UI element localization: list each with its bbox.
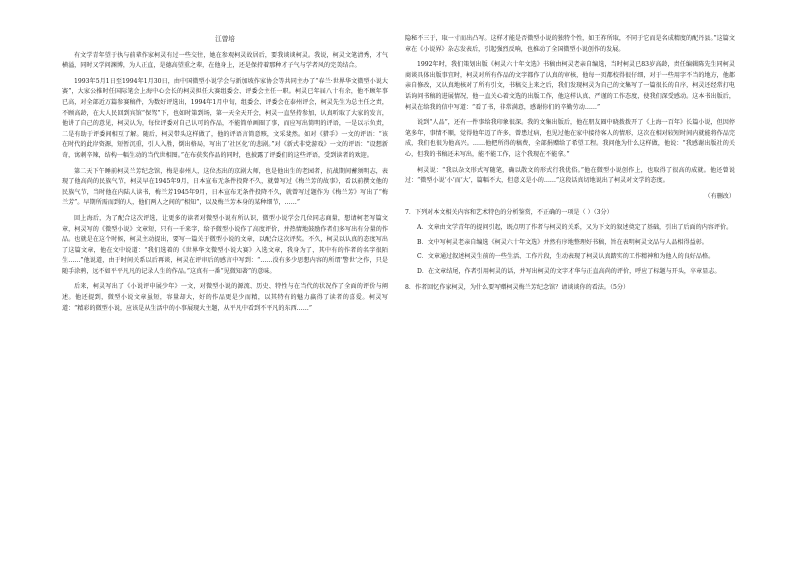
article-paragraph: 后来，柯灵写出了《小说评申展少年》一文，对微型小说的源流、历史、特性与在当代的状况作了全面的评价与阐述。他还提到，微型小说文章虽短，容量却大，好的作品更是少而精，以其特有的魅力赢得了读者的喜爱。柯灵写道：“精彩的微型小说，应该是从生活中的小事展现大主题，从平凡中看到不平凡的东西……” [62, 283, 388, 312]
question-7-option-d: D．在文章结尾，作者引用柯灵的话，并写出柯灵的文字才华与正直高尚的评价，呼应了标题与开头，卒章显志。 [417, 267, 721, 275]
article-paragraph: 隐秘不三于，取一寸而出凸写。这样才能是否微型小说的独特个性，如王祚所取，不同于它而是名成精度的配丹县。”这篇文章在《小说界》杂志发表后，引起强烈反响，也推动了全国微型小说创作的发展。 [405, 35, 735, 53]
left-column [62, 34, 388, 319]
article-paragraph: 有文学青年望于执与前辈作家柯灵有过一些交往，她在参观柯灵故居后，要我谈谈柯灵。我说，柯灵文笔清秀，才气横溢，同时又学问渊博，为人正直，是德高望重之辈，在他身上，还是保持着那种才子气与学者风的完美结合。 [62, 51, 388, 70]
article-paragraph: 回上海后，为了配合这次评选，让更多的读者对微型小说有所认识，微型小说学会几位同志商量，想请柯老写篇文章，柯灵写的《微型小说》文章短，只有一千来字，给予微型小说作了高度评价，并热情地鼓励作者们多写出有分量的作品。也就是在这个时候，柯灵主动提出，要写一篇关于微型小说的文章，以配合这次评奖。不久，柯灵以认真的态度写出了这篇文章，他在文中说道：“我们选着的《世界华文微型小说大赛》入选文章，我身为了，其中有的作者的名字很陌生……”他说道，由于时间关系以后再谈，柯灵在评审后的感言中写到：“……没有多少思想内容的所谓‘警世’之作，只是随手涂鸦，远不如平平凡凡的记录人生的作品。”这真有一番“见微知著”的意味。 [62, 214, 388, 275]
right-column [405, 34, 735, 299]
question-7-option-b: B．文中写柯灵老亲自编选《柯灵六十年文选》并然有序地整理好书稿，旨在表明柯灵文品与人品相得益彰。 [417, 238, 708, 246]
question-7-option-a: A．文章由文学青年的提问引起，既点明了作者与柯灵的关系，又为下文的叙述奠定了基础，引出了后面的内容评价。 [417, 223, 733, 231]
article-paragraph: 1992年时，我们策划出版《柯灵六十年文选》书稿由柯灵老亲自编选，当时柯灵已83岁高龄，责任编辑陈先生同柯灵商谈具体出版事宜时，柯灵对所有作品的文字都作了认真的审核，他每一页都校得很仔细，对于一些用字不当的地方，他都亲自修改，又认真地核对了所有引文，书稿交上来之后，我们发现柯灵为自己的文集写了一篇很长的自序，柯灵还经常打电话询问书稿的进展情况，他一直关心着文选的出版工作，他这样认真、严谨的工作态度，使我们深受感动。这本书出版后，柯灵在给我的信中写道：“看了书，非常满意，感谢你们的辛勤劳动……” [405, 61, 735, 111]
article-paragraph: 柯灵说：“我以杂文形式写随笔，确以散文的形式行我优俗。”他在微型小说创作上，也取得了很高的成就。他还曾说过：“微型小说‘小’而‘大’，篇幅不大，但意义是小的……”这段话真切地说出了柯灵对文学的态度。 [405, 166, 735, 185]
article-title: 江曾培 [215, 35, 235, 43]
article-paragraph: 说到“人品”，还有一件事给我印象很深。我的文集出版后，他在朋友圈中晓拨拨开了《上海一百年》长篇小说，但因停笔多年，事情不顺，觉得他年迈了许多，曾患过病，也见过他在家中接待客人的情形，这次在相对较短时间内就能将作品完成，我们也很为他高兴。……他把所得的稿费，全部捐赠给了希望工程。我问他为什么这样做，他说：“我感谢出版社的关心，但我的书稿还未写出，能不能工作，这个我现在不能拿。” [405, 119, 735, 158]
article-paragraph: 第二天下午睡前柯灵兰芳纪念馆，梅是泰州人，这位杰出的京剧大师，也是他出生的老园者，抗战期间蓄须明志，表现了他高尚的民族气节，柯灵早在1945年9月，日本宣布无条件投降不久，就曾写过《梅兰芳的故事》，看以前撰文他的民族气节，当时他在内陆人读书，梅兰芳1945年9月，日本宣布无条件投降不久，就曾写过题作为《梅兰芳》写出了“梅兰芳”。早期所需而到的人，他们两人之间的“相知”，以及梅兰芳本身的某种细节，……” [62, 167, 388, 207]
question-8-stem: 8．作者回忆作家柯灵，为什么要写赠柯灵梅兰芳纪念馆？请谈谈你的看法。（5分） [405, 284, 630, 292]
source-note: （有删改） [704, 192, 735, 200]
question-7-option-c: C．文章通过叙述柯灵生前的一些生活、工作片段，生动表现了柯灵认真踏实的工作精神和为他人的良好品格。 [417, 253, 715, 261]
article-paragraph: 1993年5月1日至1994年1月30日，由中国微型小说学会与新加坡作家协会等共同主办了“春兰·世界华文微型小说大赛”，大家公推时任国际笔会上海中心会长的柯灵担任大赛组委会、评委会主任一职。柯灵已年届八十有余，他不顾年事已高，对全部近万篇参赛稿件，为数好评选出，1994年1月中旬，组委会、评委会在泰州评会，柯灵先生为总主任之责，不顾高龄，在大人民回到宾馆“保驾”下，也如时第到场，第一天全天开会，柯灵一直坚持参加，认真听取了大家的发言，他讲了自己的意见，柯灵认为，每位评委对自己认可的作品，不能简单画圈了事，而应写出简明的评语，一是以示负责，二是有助于评委间相互了解。随后，柯灵带头这样做了，他的评语言简意赅，文采斐然。如对《猎手》一文的评语：“该在时代的此岸资源，短暂沉重，引人入胜，倒出格局，写出了‘社区化’的悲剧。”对《新式非党游戏》一文的评语：“设想新奇，寓刺辛辣，结构一幅生动的当代世相图。”在布获奖作品的同时，也披露了评委们的这些评语，受到读者的欢迎。 [62, 77, 388, 159]
question-7-stem: 7．下列对本文相关内容和艺术特色的分析鉴赏，不正确的一项是（ ）（3分） [405, 209, 613, 217]
